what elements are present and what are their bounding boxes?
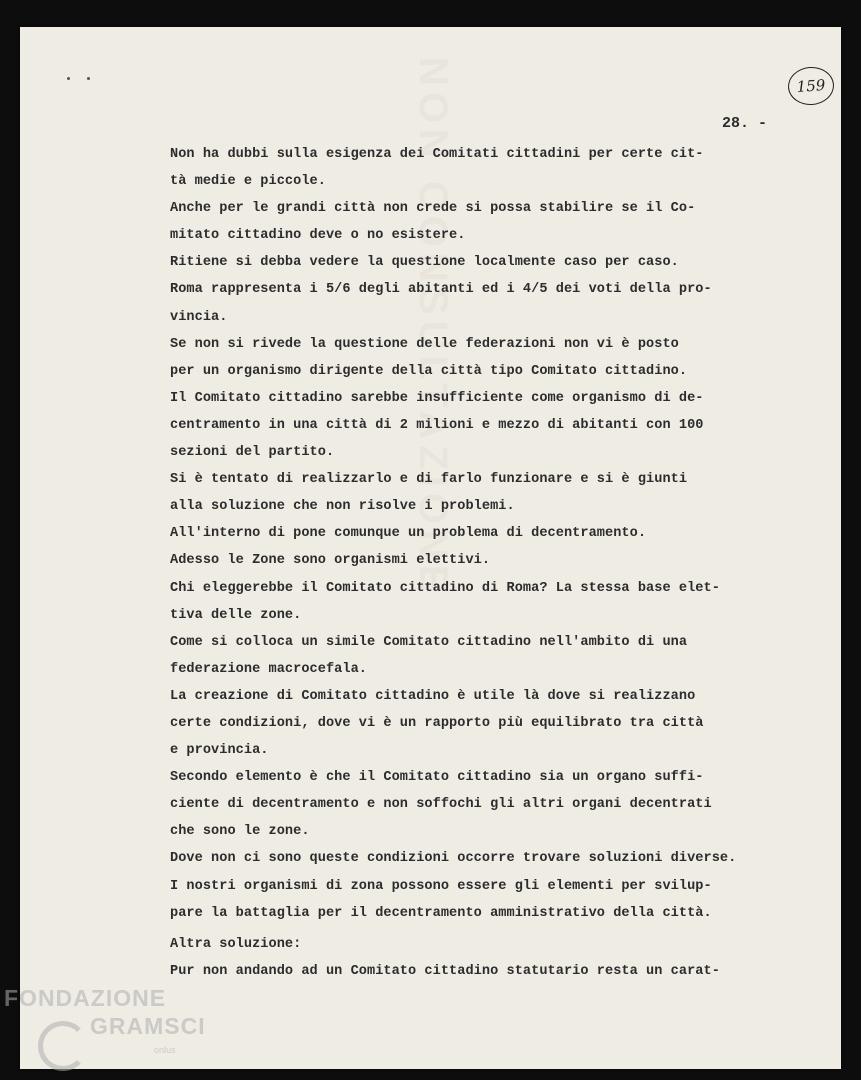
text-line: La creazione di Comitato cittadino è utile là dove si realizzano — [170, 688, 696, 704]
text-line: Pur non andando ad un Comitato cittadino statutario resta un carat- — [170, 963, 720, 979]
text-line: per un organismo dirigente della città tipo Comitato cittadino. — [170, 363, 688, 379]
text-line: mitato cittadino deve o no esistere. — [170, 228, 466, 244]
document-page — [20, 27, 841, 1069]
text-line: Il Comitato cittadino sarebbe insufficiente come organismo di de- — [170, 390, 704, 406]
logo-circle-icon — [38, 1021, 88, 1071]
text-line: Altra soluzione: — [170, 936, 302, 952]
text-line: centramento in una città di 2 milioni e mezzo di abitanti con 100 — [170, 417, 704, 433]
text-line: tiva delle zone. — [170, 607, 302, 623]
fondazione-gramsci-logo — [4, 985, 224, 1080]
text-line: Chi eleggerebbe il Comitato cittadino di Roma? La stessa base elet- — [170, 580, 720, 596]
punch-marks — [67, 77, 93, 83]
text-line: Adesso le Zone sono organismi elettivi. — [170, 553, 491, 569]
text-line: tà medie e piccole. — [170, 174, 326, 190]
text-line: Non ha dubbi sulla esigenza dei Comitati cittadini per certe cit- — [170, 147, 704, 162]
text-line: Secondo elemento è che il Comitato cittadino sia un organo suffi- — [170, 770, 704, 786]
text-line: I nostri organismi di zona possono essere gli elementi per svilup- — [170, 878, 712, 894]
text-line: alla soluzione che non risolve i problemi. — [170, 499, 515, 515]
text-line: federazione macrocefala. — [170, 661, 367, 677]
logo-line-3: onlus — [154, 1045, 176, 1055]
text-line: Si è tentato di realizzarlo e di farlo funzionare e si è giunti — [170, 472, 688, 488]
text-line: Dove non ci sono queste condizioni occorre trovare soluzioni diverse. — [170, 851, 737, 867]
text-line: certe condizioni, dove vi è un rapporto più equilibrato tra città — [170, 715, 704, 731]
text-line: Se non si rivede la questione delle federazioni non vi è posto — [170, 336, 679, 352]
text-line: sezioni del partito. — [170, 445, 335, 461]
text-line: che sono le zone. — [170, 824, 310, 840]
text-line: All'interno di pone comunque un problema di decentramento. — [170, 526, 647, 542]
text-line: Come si colloca un simile Comitato cittadino nell'ambito di una — [170, 634, 688, 650]
page-number: 28. - — [722, 115, 768, 132]
text-line: pare la battaglia per il decentramento amministrativo della città. — [170, 905, 712, 921]
text-line: Roma rappresenta i 5/6 degli abitanti ed i 4/5 dei voti della pro- — [170, 282, 712, 298]
text-line: ciente di decentramento e non soffochi gli altri organi decentrati — [170, 797, 712, 813]
vertical-watermark: NON CONSULTAZIONE — [411, 57, 455, 598]
folio-number: 159 — [787, 65, 836, 106]
typed-text-body — [170, 141, 840, 985]
text-line: Ritiene si debba vedere la questione localmente caso per caso. — [170, 255, 679, 271]
logo-line-2: GRAMSCI — [90, 1013, 206, 1039]
text-line: vincia. — [170, 309, 228, 325]
text-line: Anche per le grandi città non crede si possa stabilire se il Co- — [170, 201, 696, 217]
logo-line-1: FONDAZIONE — [4, 985, 167, 1011]
text-line: e provincia. — [170, 743, 269, 759]
